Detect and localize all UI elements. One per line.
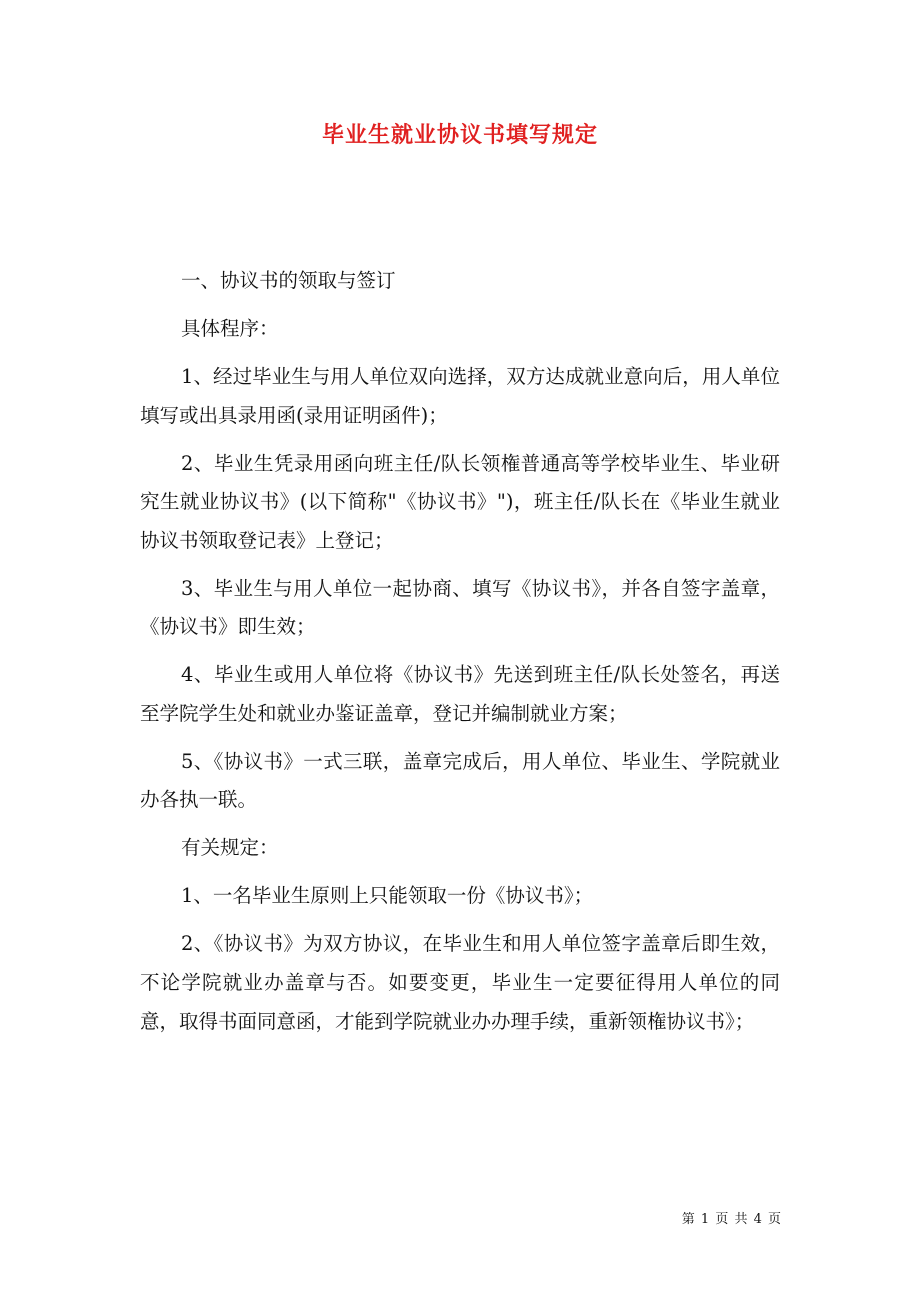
- subheading-procedure: 具体程序：: [181, 316, 279, 340]
- section-heading: 一、协议书的领取与签订: [181, 269, 396, 292]
- procedure-item: 4、毕业生或用人单位将《协议书》先送到班主任/队长处签名，再送至学院学生处和就业办鉴证盖章，登记并编制就业方案；: [140, 663, 780, 725]
- procedure-item: 3、毕业生与用人单位一起协商、填写《协议书》，并各自签字盖章，《协议书》即生效；: [140, 576, 780, 639]
- subheading-rules: 有关规定：: [181, 836, 279, 860]
- rule-item: 1、一名毕业生原则上只能领取一份《协议书》；: [181, 884, 594, 908]
- document-body: [140, 262, 780, 1041]
- procedure-item: 5、《协议书》一式三联，盖章完成后，用人单位、毕业生、学院就业办各执一联。: [140, 749, 780, 812]
- document-title: 毕业生就业协议书填写规定: [321, 122, 598, 148]
- procedure-item: 2、毕业生凭录用函向班主任/队长领権普通高等学校毕业生、毕业研究生就业协议书》(以下简称"《协议书》")，班主任/队长在《毕业生就业协议书领取登记表》上登记；: [140, 451, 780, 552]
- page-number: 第 1 页 共 4 页: [681, 1212, 782, 1227]
- rule-item: 2、《协议书》为双方协议，在毕业生和用人单位签字盖章后即生效，不论学院就业办盖章与否。如要变更，毕业生一定要征得用人单位的同意，取得书面同意函，才能到学院就业办办理手续，重新领権协议书》；: [140, 932, 780, 1033]
- procedure-item: 1、经过毕业生与用人单位双向选择，双方达成就业意向后，用人单位填写或出具录用函(录用证明函件)；: [140, 364, 780, 427]
